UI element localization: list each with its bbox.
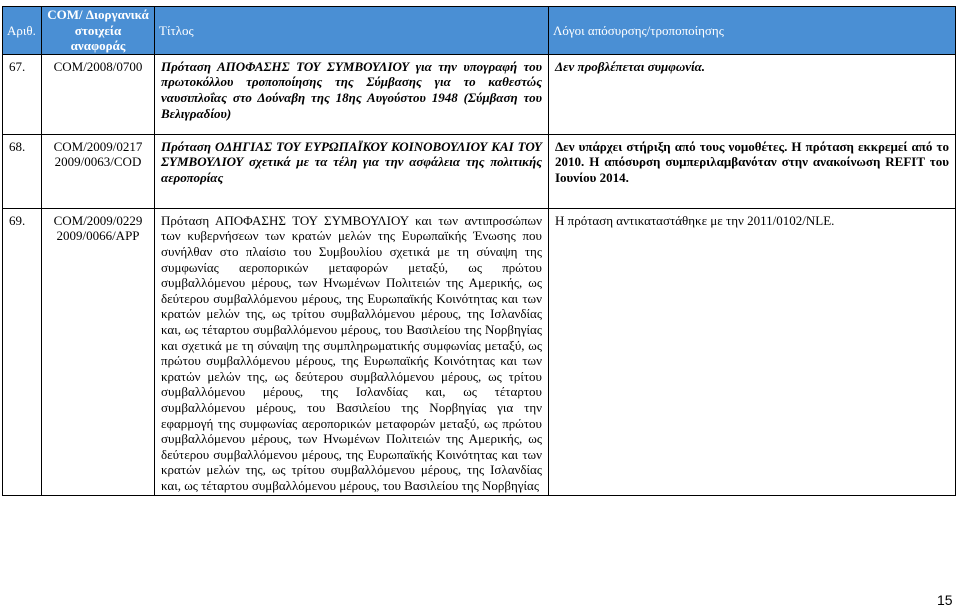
row-reason: Δεν υπάρχει στήριξη από τους νομοθέτες. Η πρόταση εκκρεμεί από το 2010. Η απόσυρση συμπεριλαμβανόταν στην ανακοίνωση REFIT του Ιουνίου 2014. <box>549 134 956 208</box>
header-com-reference: COM/ Διοργανικά στοιχεία αναφοράς <box>42 7 155 55</box>
header-number: Αριθ. <box>3 7 42 55</box>
table-row <box>3 208 956 496</box>
row-title: Πρόταση ΟΔΗΓΙΑΣ ΤΟΥ ΕΥΡΩΠΑΪΚΟΥ ΚΟΙΝΟΒΟΥΛΙΟΥ ΚΑΙ ΤΟΥ ΣΥΜΒΟΥΛΙΟΥ σχετικά με τα τέλη για την ασφάλεια της πολιτικής αεροπορίας <box>155 134 549 208</box>
header-row <box>3 7 956 55</box>
row-reason: Η πρόταση αντικαταστάθηκε με την 2011/0102/NLE. <box>549 208 956 496</box>
row-reason: Δεν προβλέπεται συμφωνία. <box>549 54 956 134</box>
row-title: Πρόταση ΑΠΟΦΑΣΗΣ ΤΟΥ ΣΥΜΒΟΥΛΙΟΥ και των αντιπροσώπων των κυβερνήσεων των κρατών μελών της Ευρωπαϊκής Ένωσης που συνήλθαν στο πλαίσιο του Συμβουλίου σχετικά με τη σύναψη της συμφωνίας αεροπορικών μεταφορών μεταξύ, ως πρώτου συμβαλλόμενου μέρους, των Ηνωμένων Πολιτειών της Αμερικής, ως δεύτερου συμβαλλόμενου μέρους, της Ευρωπαϊκής Κοινότητας και των κρατών μελών της, ως τρίτου συμβαλλόμενου μέρους, της Ισλανδίας και, ως τέταρτου συμβαλλόμενου μέρους, του Βασιλείου της Νορβηγίας και σχετικά με τη σύναψη της συμπληρωματικής συμφωνίας μεταξύ, ως πρώτου συμβαλλόμενου μέρους, της Ευρωπαϊκής Κοινότητας και των κρατών μελών της, ως δεύτερου συμβαλλόμενου μέρους, ως τρίτου συμβαλλόμενου μέρους, της Ισλανδίας και, ως τέταρτου συμβαλλόμενου μέρους, του Βασιλείου της Νορβηγίας για την εφαρμογή της συμφωνίας αεροπορικών μεταφορών μεταξύ, ως πρώτου συμβαλλόμενου μέρους, των Ηνωμένων Πολιτειών της Αμερικής, ως δεύτερου συμβαλλόμενου μέρους, της Ευρωπαϊκής Κοινότητας και των κρατών μελών της, ως τρίτου συμβαλλόμενου μέρους, της Ισλανδίας και, ως τέταρτου συμβαλλόμενου μέρους, του Βασιλείου της Νορβηγίας <box>155 208 549 496</box>
row-title: Πρόταση ΑΠΟΦΑΣΗΣ ΤΟΥ ΣΥΜΒΟΥΛΙΟΥ για την υπογραφή του πρωτοκόλλου τροποποίησης της Σύμβασης για το καθεστώς ναυσιπλοΐας στο Δούναβη της 18ης Αυγούστου 1948 (Σύμβαση του Βελιγραδίου) <box>155 54 549 134</box>
page-number: 15 <box>937 592 953 608</box>
row-com-reference: COM/2009/0217 2009/0063/COD <box>42 134 155 208</box>
row-com-reference: COM/2009/0229 2009/0066/APP <box>42 208 155 496</box>
table-row <box>3 134 956 208</box>
table-row <box>3 54 956 134</box>
header-reasons: Λόγοι απόσυρσης/τροποποίησης <box>549 7 956 55</box>
row-number: 67. <box>3 54 42 134</box>
header-title: Τίτλος <box>155 7 549 55</box>
row-number: 68. <box>3 134 42 208</box>
row-number: 69. <box>3 208 42 496</box>
row-com-reference: COM/2008/0700 <box>42 54 155 134</box>
withdrawal-table <box>2 6 956 496</box>
